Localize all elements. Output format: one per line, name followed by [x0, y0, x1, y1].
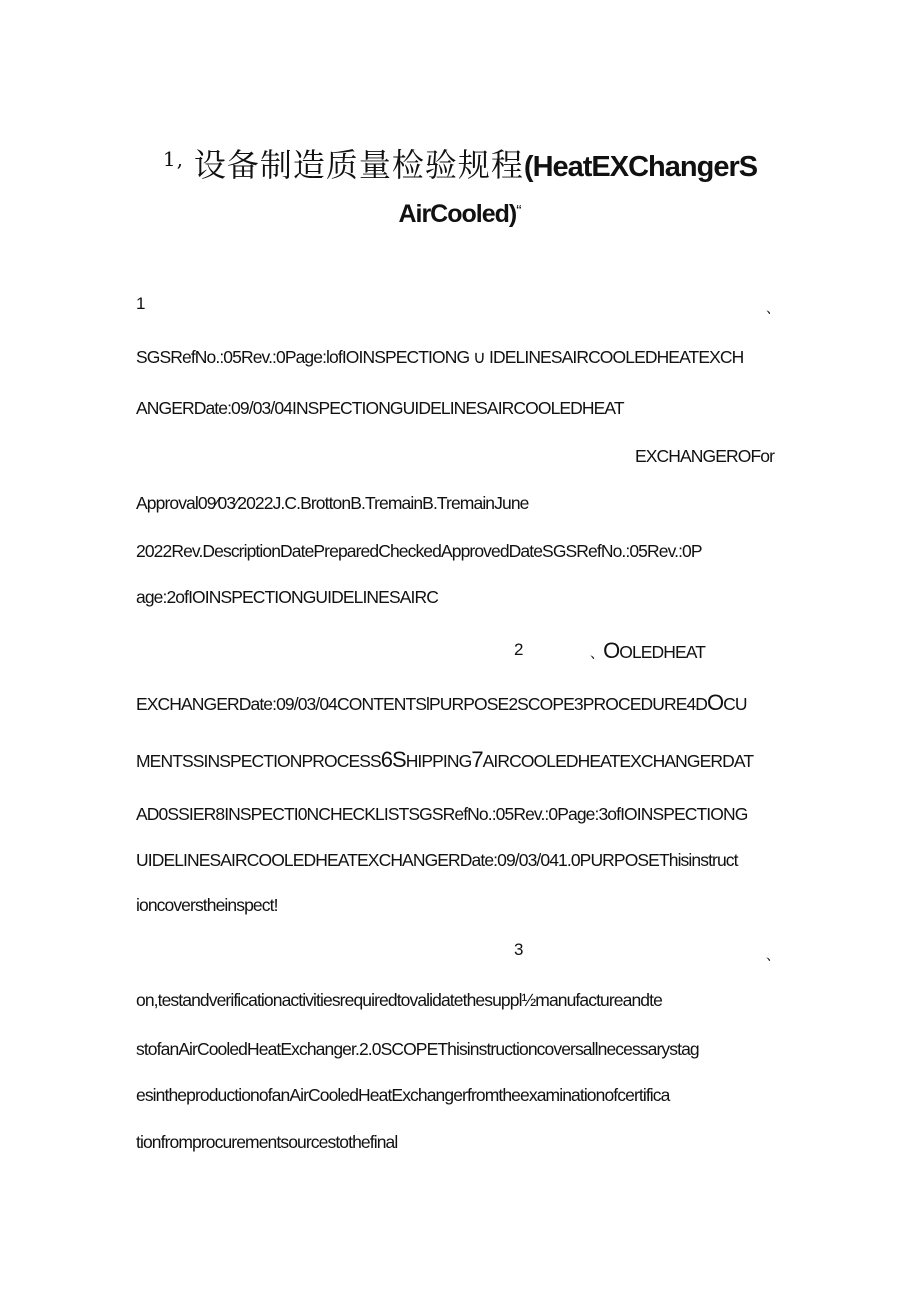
text-line-9-6s: 6S: [380, 747, 406, 772]
page-marker-1: 1: [136, 294, 146, 313]
text-line-13: on,testandverificationactivitiesrequiredtovalidatethesuppl½manufactureandte: [136, 990, 662, 1010]
text-line-3: EXCHANGEROFor: [635, 446, 775, 466]
text-line-1-a: SGSRefNo.:05Rev.:0Page:lofIOINSPECTIONG: [136, 347, 470, 367]
text-line-8: [136, 690, 747, 716]
text-line-9: [136, 747, 753, 773]
text-line-7-o: O: [603, 638, 620, 663]
title-number: 1,: [162, 147, 184, 171]
page-marker-3: 3: [514, 940, 524, 959]
text-line-15: esintheproductionofanAirCooledHeatExchangerfromtheexaminationofcertifica: [136, 1085, 670, 1105]
text-line-9-c: AIRCOOLEDHEATEXCHANGERDAT: [482, 751, 754, 771]
text-line-7-rest: OLEDHEAT: [619, 642, 706, 662]
page-marker-dot-2: 、: [590, 645, 604, 661]
title-chinese: 设备制造质量检验规程: [193, 146, 524, 184]
title-mark: “: [516, 203, 522, 220]
page-marker-dot-3: 、: [766, 947, 780, 963]
text-line-9-a: MENTSSINSPECTIONPROCESS: [136, 751, 381, 771]
text-line-2: ANGERDate:09/03/04INSPECTIONGUIDELINESAIRCOOLEDHEAT: [136, 398, 624, 418]
text-line-10: AD0SSIER8INSPECTI0NCHECKLISTSGSRefNo.:05Rev.:0Page:3ofIOINSPECTIONG: [136, 804, 748, 824]
text-line-5: 2022Rev.DescriptionDatePreparedCheckedApprovedDateSGSRefNo.:05Rev.:0P: [136, 541, 702, 561]
text-line-11: UIDELINESAIRCOOLEDHEATEXCHANGERDate:09/03/041.0PURPOSEThisinstruct: [136, 850, 738, 870]
text-line-8-o: O: [707, 690, 724, 715]
page-marker-dot-1: 、: [766, 300, 780, 316]
text-line-9-7: 7: [471, 747, 483, 772]
text-line-12: ioncoverstheinspect!: [136, 895, 278, 915]
text-line-6: age:2ofIOINSPECTIONGUIDELINESAIRC: [136, 587, 438, 607]
text-line-8-a: EXCHANGERDate:09/03/04CONTENTSlPURPOSE2SCOPE3PROCEDURE4D: [136, 694, 708, 714]
text-line-9-b: HIPPING: [405, 751, 472, 771]
text-line-1-b: IDELINESAIRCOOLEDHEATEXCH: [489, 347, 744, 367]
title-english-part2: AirCooled): [398, 200, 517, 228]
text-line-16: tionfromprocurementsourcestothefinal: [136, 1132, 398, 1152]
text-line-1: [136, 347, 743, 368]
text-line-7: [590, 638, 705, 664]
text-line-1-glyph: ∪: [473, 347, 486, 367]
text-line-4: Approval09⁄03⁄2022J.C.BrottonB.TremainB.TremainJune: [136, 493, 529, 513]
document-title-line-1: [0, 140, 920, 186]
text-line-8-b: CU: [723, 694, 747, 714]
title-english-part1: (HeatEXChangerS: [523, 151, 758, 183]
text-line-14: stofanAirCooledHeatExchanger.2.0SCOPEThisinstructioncoversallnecessarystag: [136, 1039, 699, 1059]
page-marker-2: 2: [514, 640, 524, 659]
document-title-line-2: [0, 200, 920, 229]
